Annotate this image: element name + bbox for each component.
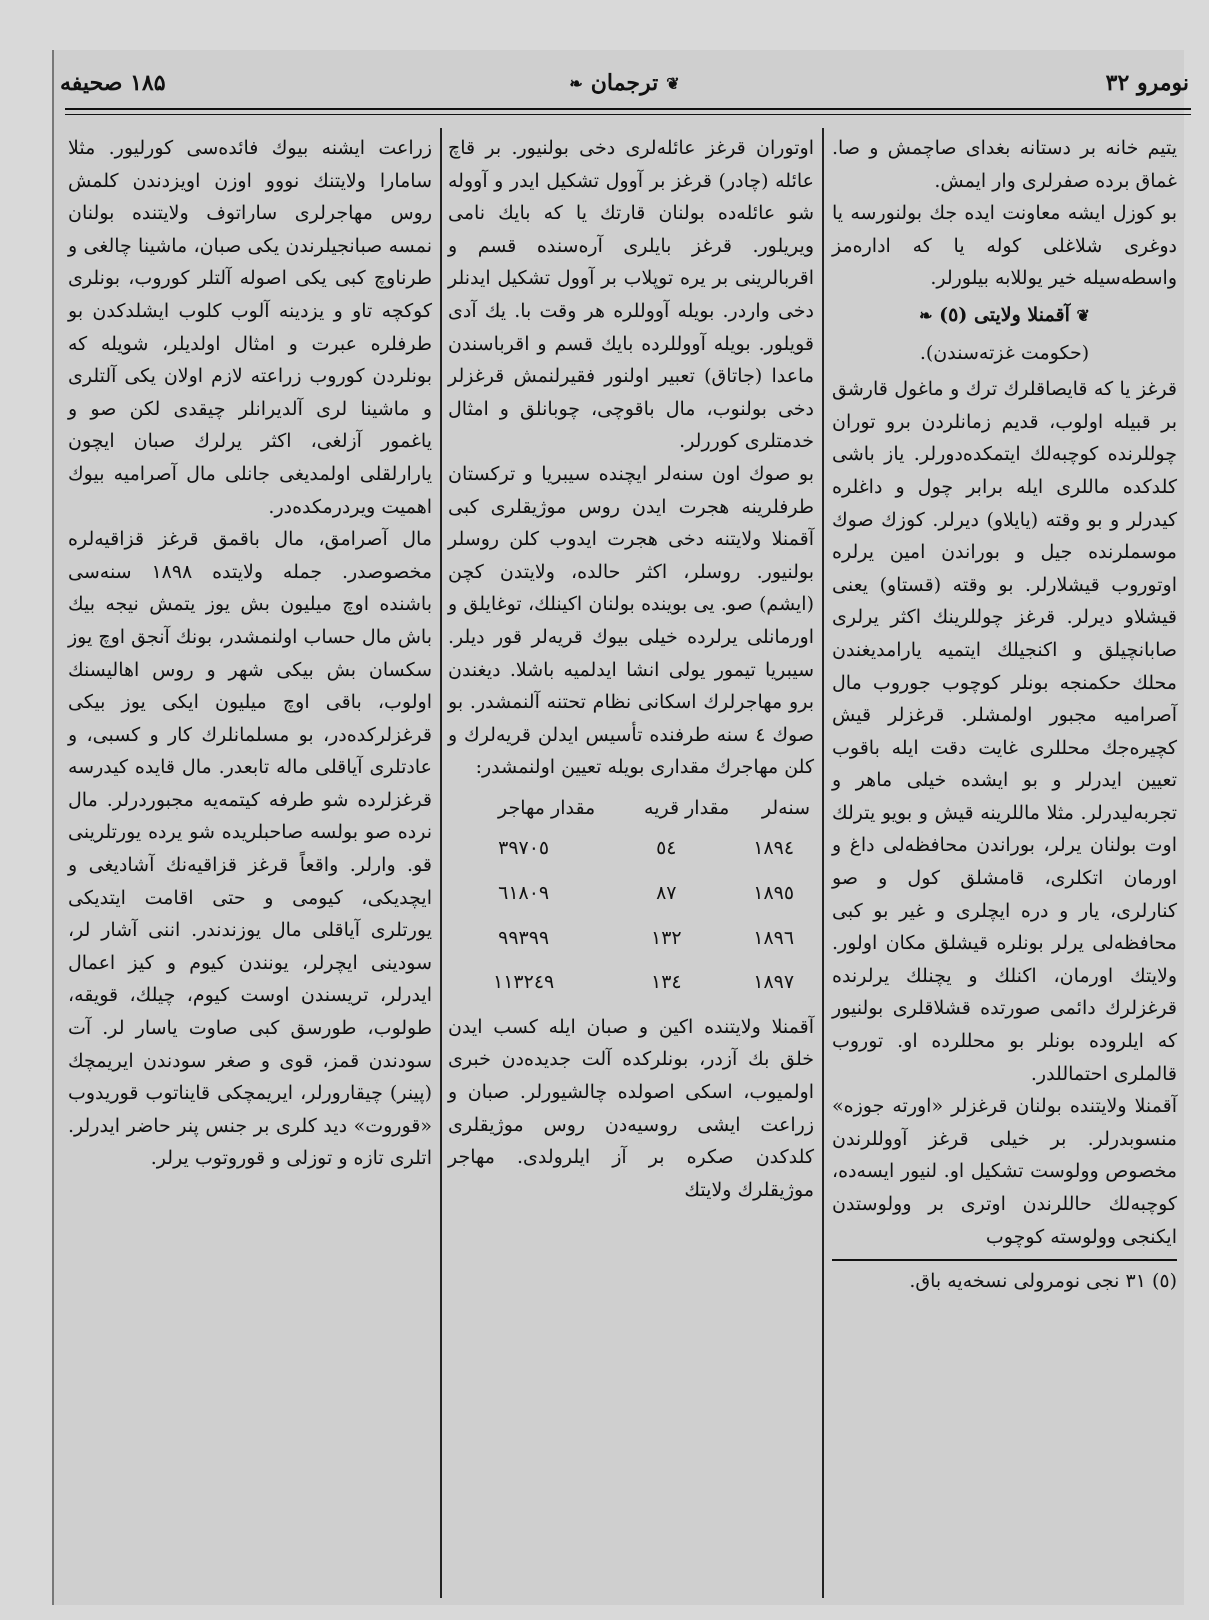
issue-number: نومرو ۳۲ (1105, 70, 1189, 96)
section-title (832, 299, 1177, 333)
column-divider-right (822, 128, 824, 1598)
header-rule-bottom (65, 114, 1191, 115)
paragraph: بو صوك اون سنه‌لر ایچنده سیبریا و ترکستان طرفلرینه هجرت ایدن روس موژیقلری کبی آقمنلا ولایتنه دخی هجرت ایدوب کلن روسلر بولنیور. روسلر، اکثر حالده، ولایتدن کچن (ایشم) صو. یی بوینده بولنان اکینلك، توغایلق و اورمانلی یرلرده خیلی بیوك قریه‌لر قور دیلر. سیبریا تیمور یولی انشا ایدلمیه باشلا. دیغندن برو مهاجرلرك اسکانی نظام تحتنه آلنمشدر. بو صوك ٤ سنه طرفنده تأسیس ایدلن قریه‌لرك و کلن مهاجرك مقداری بویله تعیین اولنمشدر: (448, 462, 814, 779)
column-divider-left (440, 128, 442, 1598)
table-row (448, 960, 814, 1005)
header-rule-top (65, 108, 1191, 110)
table-header-row (448, 790, 814, 827)
table-cell: ۱۱۳۲٤۹ (493, 971, 555, 994)
ornament-right-icon: ❧ (569, 73, 583, 93)
table-cell: ۳۹۷۰٥ (498, 837, 550, 860)
table-cell: ٦۱۸۰۹ (498, 882, 550, 905)
newspaper-title: ترجمان (590, 70, 659, 96)
footnote: (٥) ۳۱ نجی نومرولی نسخه‌یه باق. (832, 1259, 1177, 1298)
column-left (68, 132, 432, 1175)
table-cell: ۹۹۳۹۹ (498, 926, 550, 949)
paragraph: مال آصرامق، مال باقمق قرغز قزاقیه‌لره مخصوصدر. جمله ولایتده ۱۸۹۸ سنه‌سی باشنده اوچ میلیون بش یوز یتمش نیجه بیك باش مال حساب اولنمشدر، بونك آنجق اوچ یوز سکسان بش بیکی شهر و روس اهالیسنك اولوب، باقی اوچ میلیون ایکی یوز بیکی قرغزلرکده‌در، بو مسلمانلرك کار و کسبی، و عادتلری آیاقلی ماله تابعدر. مال قایده کیدرسه قرغزلرده شو طرفه کیتمه‌یه مجبوردرلر. مال نرده صو بولسه صاحبلریده شو یرده یورتلرینی قو. وارلر. واقعاً قرغز قزاقیه‌نك آشادیغی و ایچدیکی، کیومی و حتی اقامت ایتدیکی یورتلری آیاقلی مال یوزندندر. اننی آشار لر، سودینی ایچرلر، یونندن کیوم و کیز اعمال ایدرلر، تریسندن اوست کیوم، چیلك، قویقه، طولوب، طورسق کبی صاوت یاسار لر. آت سودندن قمز، قوی و صغر سودندن ایریمچك (پینر) چیقارورلر، ایریمچکی قایناتوب قوریدوب «قوروت» دید کلری بر جنس پنر حاضر ایدرلر. اتلری تازه و توزلی و قوروتوب یرلر. (68, 528, 432, 1170)
table-header: مقدار مهاجر (498, 796, 596, 819)
table-cell: ۱۸۹۷ (753, 971, 795, 994)
page-header (60, 70, 1189, 108)
ornament-icon: ❦ (1076, 305, 1090, 325)
section-subtitle: (حکومت غزته‌سندن). (919, 341, 1090, 364)
migration-table (448, 790, 814, 1005)
table-cell: ۱۸۹٥ (753, 882, 795, 905)
paragraph: آقمنلا ولایتنده بولنان قرغزلر «اورته جوزه» منسوبدرلر. بر خیلی قرغز آووللرندن مخصوص وولوست تشکیل او. لنیور ایسه‌ده، کوچبه‌لك حاللرندن اوتری بر وولوستدن ایکنجی وولوسته کوچوب (832, 1095, 1177, 1248)
table-cell: ۱۸۹٤ (753, 837, 795, 860)
table-cell: ۱۳٤ (650, 971, 682, 994)
table-row (448, 916, 814, 961)
table-header: مقدار قریه (644, 796, 730, 819)
section-title-text: آقمنلا ولایتی (٥) (939, 303, 1070, 326)
paragraph: زراعت ایشنه بیوك فائده‌سی کورلیور. مثلا سامارا ولایتنك نووو اوزن اویزدندن کلمش روس مهاجرلری ساراتوف ولایتنده بولنان نمسه صبانجیلرندن یکی صبان، ماشینا چالغی و طرناوچ کبی یکی اصوله آلتلر کوروب، بونلری کوکچه تاو و یزدینه آلوب کلوب ایشلدکدن بو طرفلره عبرت و امثال اولدیلر، شویله که بونلردن کوروب زراعته لازم اولان یکی آلتلری و ماشینا لری آلدیرانلر چیقدی لکن صو و یاغمور آزلغی، اکثر یرلرك صبان ایچون یارارلقلی اولمدیغی جانلی مال آصرامیه بیوك اهمیت ویردرمکده‌در. (68, 137, 432, 518)
table-cell: ۱۳۲ (650, 926, 682, 949)
table-cell: ٥٤ (656, 837, 677, 860)
paragraph: قرغز یا که قایصاقلرك ترك و ماغول قارشق بر قبیله اولوب، قدیم زمانلردن برو توران چوللرنده کوچبه‌لك ایتمکده‌دورلر. یاز باشی کلدکده ماللری ایله برابر چول و داغلره کیدرلر و بو وقته (یایلاو) دیرلر. کوزك صوك موسملرنده جیل و بوراندن امین یرلره اوتوروب قیشلارلر. بو وقته (قستاو) یعنی قیشلاو دیرلر. قرغز چوللرینك اکثر یرلری صابانچیلق و اکنجیلك ایتمیه یارامدیغندن محلك حکمنجه بونلر کوچوب جوروب مال آصرامیه مجبور اولمشلر. قرغزلر قیش کچیره‌جك محللری غایت دقت ایله باقوب تعیین ایدرلر و بو ایشده خیلی ماهر و تجربه‌لیدرلر. مثلا ماللرینه قیش و بویو یترلك اوت بولنان یرلر، بوراندن محافظه‌لی داغ و اورمان اتکلری، قامشلق کول و صو کنارلری، یار و دره ایچلری و غیر بو کبی محافظه‌لی یرلر بونلره قیشلق مکان اولور. ولایتك اورمان، اکنلك و یچنلك یرلرنده قرغزلرك دائمی صورتده قشلاقلری بولنیور که ایلروده بونلر بو محللرده او. توروب قالملری احتماللدر. (832, 378, 1177, 1085)
paragraph: آقمنلا ولایتنده اکین و صبان ایله کسب ایدن خلق بك آزدر، بونلرکده آلت جدیده‌دن خبری اولمیوب، اسکی اصولده چالشیورلر. صبان و زراعت ایشی روسیه‌دن روس موژیقلری کلدکدن صکره بر آز ایلرولدی. مهاجر موژیقلرك ولایتك (448, 1015, 814, 1201)
column-right (832, 132, 1177, 1298)
column-middle (448, 132, 814, 1206)
table-row (448, 871, 814, 916)
table-cell: ۸۷ (656, 882, 677, 905)
paragraph: بو کوزل ایشه معاونت ایده جك بولنورسه یا دوغری شلاغلی کوله یا که اداره‌مز واسطه‌سیله خیر یوللابه بیلورلر. (832, 202, 1177, 290)
page-number: ۱۸۵ صحیفه (60, 70, 166, 96)
ornament-left-icon: ❦ (666, 73, 680, 93)
ornament-icon: ❧ (919, 305, 933, 325)
paragraph: یتیم خانه بر دستانه بغدای صاچمش و صا. غماق برده صفرلری وار ایمش. (832, 137, 1177, 192)
table-row (448, 826, 814, 871)
paragraph: اوتوران قرغز عائله‌لری دخی بولنیور. بر قاچ عائله (چادر) قرغز بر آوول تشکیل ایدر و آووله شو عائله‌ده بولنان قارتك یا که بایك نامی ویریلور. قرغز بایلری آره‌سنده قسم و اقربالرینی بر یره توپلاب بر آوول تشکیل ایدنلر دخی واردر. بویله آووللره هر وقت با. یك آدی قویلور. بویله آووللرده بایك قسم و اقرباسندن ماعدا (جاتاق) تعبیر اولنور فقیرلنمش قرغزلر دخی بولنوب، مال باقوچی، چوبانلق و امثال خدمتلری کوررلر. (448, 137, 814, 453)
newspaper-title-block (569, 70, 679, 96)
table-cell: ۱۸۹٦ (753, 926, 795, 949)
table-header: سنه‌لر (761, 796, 810, 819)
